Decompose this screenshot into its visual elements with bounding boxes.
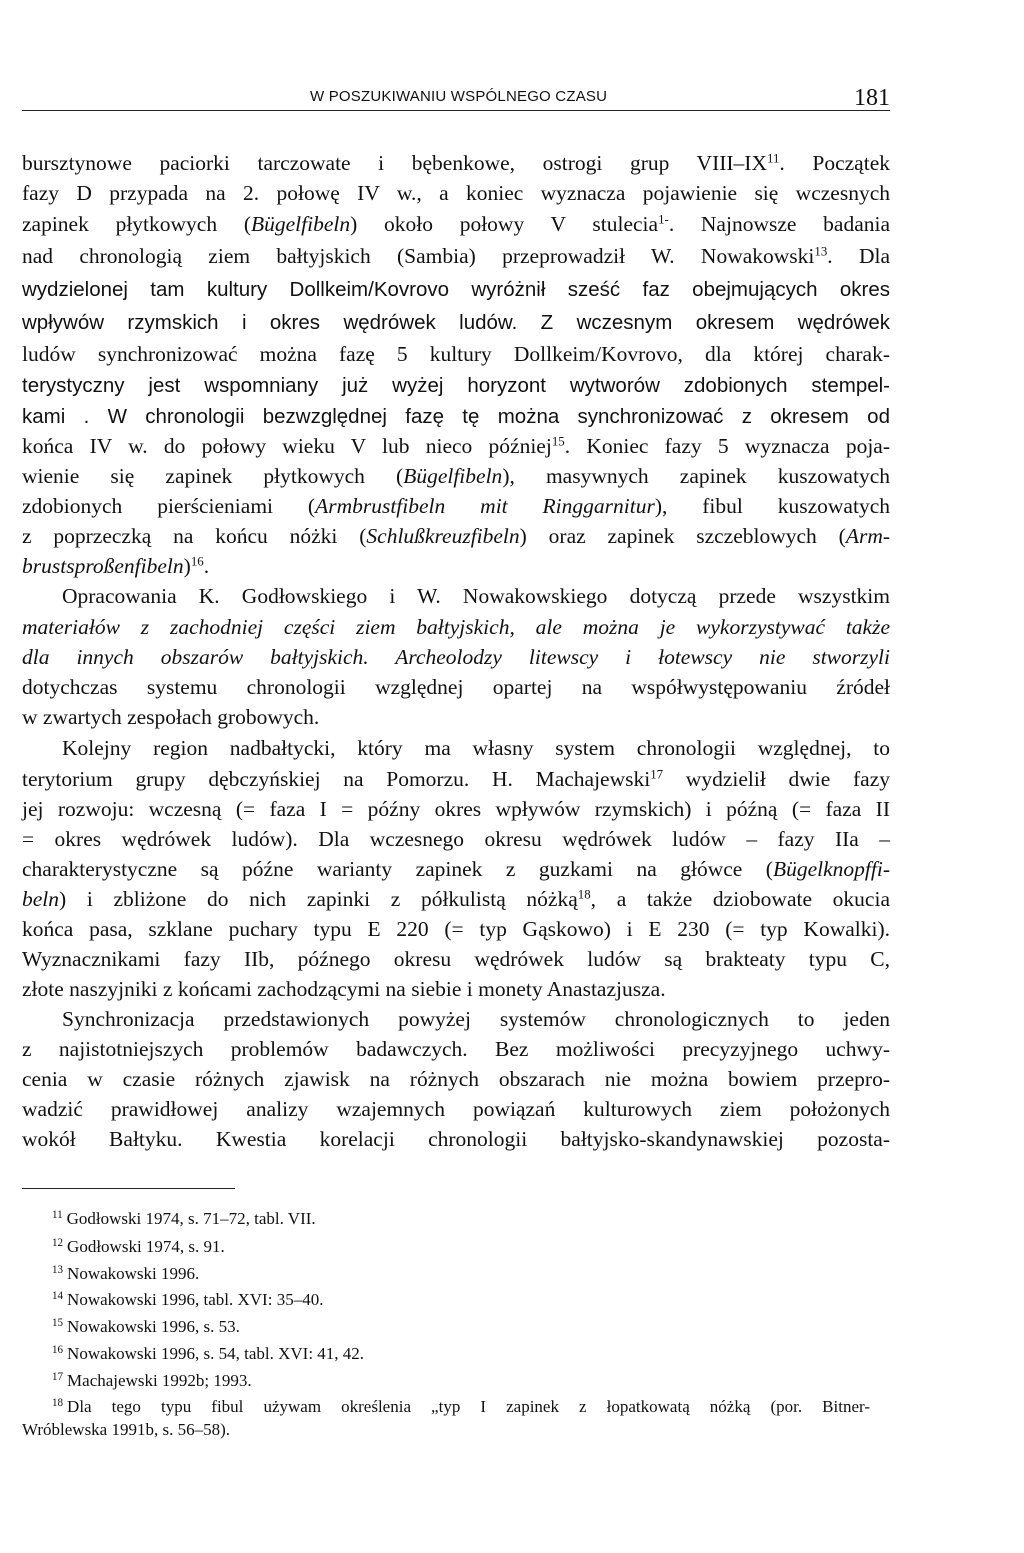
text-line: dotychczas systemu chronologii względnej opartej na współwystępowaniu źródeł bbox=[22, 675, 890, 699]
footnote-continuation: Wróblewska 1991b, s. 56–58). bbox=[22, 1420, 231, 1439]
footnote-ref: 1- bbox=[658, 212, 669, 227]
italic-term: Arm- bbox=[845, 524, 890, 548]
italic-term: Bügelknopffi- bbox=[772, 857, 890, 881]
italic-term: brustsproßenfibeln bbox=[22, 554, 184, 578]
text-line: cenia w czasie różnych zjawisk na różnych obszarach nie można bowiem przepro- bbox=[22, 1067, 890, 1091]
italic-term: Armbrustfibeln mit Ringgarnitur bbox=[315, 494, 655, 518]
text-line: ludów synchronizować można fazę 5 kultury Dollkeim/Kovrovo, dla której charak- bbox=[22, 342, 890, 366]
footnote bbox=[52, 1392, 870, 1418]
footnote-text: Dla tego typu fibul używam określenia „typ I zapinek z łopatkowatą nóżką (por. Bitner- bbox=[67, 1397, 870, 1417]
footnote-text: Nowakowski 1996. bbox=[67, 1264, 200, 1284]
text-run: ) bbox=[183, 554, 191, 578]
footnote-ref: 18 bbox=[577, 887, 591, 902]
text-line: Opracowania K. Godłowskiego i W. Nowakowskiego dotyczą przede wszystkim bbox=[62, 584, 890, 608]
footnote-ref: 11 bbox=[767, 151, 780, 166]
text-line: końca pasa, szklane puchary typu E 220 (= typ Gąskowo) i E 230 (= typ Kowalki). bbox=[22, 917, 890, 941]
text-line bbox=[22, 463, 890, 490]
text-line: jej rozwoju: wczesną (= faza I = późny okres wpływów rzymskich) i późną (= faza II bbox=[22, 797, 890, 821]
text-run: . Dla bbox=[827, 244, 890, 268]
footnote-number: 15 bbox=[52, 1317, 64, 1329]
footnote-ref: 17 bbox=[650, 767, 664, 782]
text-run: wydzielił dwie fazy bbox=[663, 767, 890, 791]
text-run: terytorium grupy dębczyńskiej na Pomorzu. H. Machajewski bbox=[22, 767, 651, 791]
text-line: materiałów z zachodniej części ziem bałtyjskich, ale można je wykorzystywać także bbox=[22, 615, 890, 639]
text-run: . Najnowsze badania bbox=[668, 212, 891, 236]
italic-term: Bügelfibeln bbox=[250, 212, 351, 236]
text-run: . bbox=[203, 554, 210, 578]
text-run: , a także dziobowate okucia bbox=[590, 887, 890, 911]
text-line: w zwartych zespołach grobowych. bbox=[22, 705, 320, 729]
text-line: wydzielonej tam kultury Dollkeim/Kovrovo wyróżnił sześć faz obejmujących okres bbox=[22, 278, 890, 301]
text-line: wadzić prawidłowej analizy wzajemnych powiązań kulturowych ziem położonych bbox=[22, 1097, 890, 1121]
text-run: ) około połowy V stulecia bbox=[350, 212, 659, 236]
italic-term: beln bbox=[22, 887, 60, 911]
footnote bbox=[52, 1312, 240, 1338]
text-run: charakterystyczne są późne warianty zapinek z guzkami na główce ( bbox=[22, 857, 773, 881]
footnote-text: Godłowski 1974, s. 71–72, tabl. VII. bbox=[66, 1209, 316, 1229]
text-run: końca IV w. do połowy wieku V lub nieco później bbox=[22, 434, 552, 458]
text-line bbox=[22, 493, 890, 520]
text-line: z najistotniejszych problemów badawczych. Bez możliwości precyzyjnego uchwy- bbox=[22, 1037, 890, 1061]
text-run: z poprzeczką na końcu nóżki ( bbox=[22, 524, 367, 548]
footnote-number: 14 bbox=[52, 1290, 64, 1302]
footnote-text: Machajewski 1992b; 1993. bbox=[67, 1371, 252, 1391]
text-line: wpływów rzymskich i okres wędrówek ludów. Z wczesnym okresem wędrówek bbox=[22, 311, 890, 334]
text-line: złote naszyjniki z końcami zachodzącymi na siebie i monety Anastazjusza. bbox=[22, 977, 666, 1001]
footnote-ref: 15 bbox=[551, 434, 565, 449]
footnote-number: 11 bbox=[52, 1209, 63, 1221]
footnote-number: 12 bbox=[52, 1237, 64, 1249]
text-run: ) oraz zapinek szczeblowych ( bbox=[519, 524, 846, 548]
text-run: . Koniec fazy 5 wyznacza poja- bbox=[564, 434, 890, 458]
text-line: terystyczny jest wspomniany już wyżej horyzont wytworów zdobionych stempel- bbox=[22, 374, 890, 397]
text-line: kami . W chronologii bezwzględnej fazę tę można synchronizować z okresem od bbox=[22, 405, 890, 428]
running-header bbox=[22, 82, 890, 111]
footnote-ref: 13 bbox=[814, 244, 828, 259]
text-run: nad chronologią ziem bałtyjskich (Sambia) przeprowadził W. Nowakowski bbox=[22, 244, 815, 268]
footnote bbox=[52, 1204, 316, 1230]
text-line: Wyznacznikami fazy IIb, późnego okresu wędrówek ludów są brakteaty typu C, bbox=[22, 947, 890, 971]
text-run: wienie się zapinek płytkowych ( bbox=[22, 464, 404, 488]
footnote bbox=[52, 1285, 323, 1311]
text-line bbox=[22, 766, 890, 793]
text-line bbox=[22, 856, 890, 883]
footnote-divider bbox=[22, 1188, 235, 1189]
text-line bbox=[22, 523, 890, 550]
footnote-text: Nowakowski 1996, s. 53. bbox=[67, 1317, 240, 1337]
text-line: dla innych obszarów bałtyjskich. Archeolodzy litewscy i łotewscy nie stworzyli bbox=[22, 645, 890, 669]
footnote bbox=[52, 1339, 364, 1365]
text-run: ) i zbliżone do nich zapinki z półkulistą nóżką bbox=[59, 887, 578, 911]
text-line bbox=[22, 433, 890, 460]
footnote-text: Nowakowski 1996, s. 54, tabl. XVI: 41, 42. bbox=[67, 1344, 365, 1364]
text-line bbox=[22, 553, 890, 580]
text-line: = okres wędrówek ludów). Dla wczesnego okresu wędrówek ludów – fazy IIa – bbox=[22, 827, 890, 851]
text-run: bursztynowe paciorki tarczowate i bębenkowe, ostrogi grup VIII–IX bbox=[22, 151, 767, 175]
text-run: zdobionych pierścieniami ( bbox=[22, 494, 316, 518]
footnote-number: 18 bbox=[52, 1397, 64, 1409]
footnote bbox=[52, 1259, 199, 1285]
footnote-ref: 16 bbox=[190, 554, 204, 569]
text-line bbox=[22, 886, 890, 913]
text-run: ), masywnych zapinek kuszowatych bbox=[502, 464, 890, 488]
text-line bbox=[22, 150, 890, 177]
italic-term: Bügelfibeln bbox=[403, 464, 503, 488]
page-number: 181 bbox=[854, 85, 890, 111]
text-line: Synchronizacja przedstawionych powyżej systemów chronologicznych to jeden bbox=[62, 1007, 890, 1031]
text-line bbox=[22, 211, 890, 238]
text-run: . Początek bbox=[779, 151, 890, 175]
text-line bbox=[22, 243, 890, 270]
text-run: ), fibul kuszowatych bbox=[654, 494, 890, 518]
running-title: W POSZUKIWANIU WSPÓLNEGO CZASU bbox=[310, 88, 608, 105]
text-line: fazy D przypada na 2. połowę IV w., a koniec wyznacza pojawienie się wczesnych bbox=[22, 181, 890, 205]
footnote-text: Godłowski 1974, s. 91. bbox=[67, 1237, 225, 1257]
footnote bbox=[52, 1366, 252, 1392]
italic-term: Schlußkreuzfibeln bbox=[366, 524, 520, 548]
footnote-number: 16 bbox=[52, 1344, 64, 1356]
text-line: wokół Bałtyku. Kwestia korelacji chronologii bałtyjsko-skandynawskiej pozosta- bbox=[22, 1127, 890, 1151]
footnote-text: Nowakowski 1996, tabl. XVI: 35–40. bbox=[67, 1290, 324, 1310]
footnote-number: 13 bbox=[52, 1264, 64, 1276]
footnote-number: 17 bbox=[52, 1371, 64, 1383]
text-line: Kolejny region nadbałtycki, który ma własny system chronologii względnej, to bbox=[62, 736, 890, 760]
text-run: zapinek płytkowych ( bbox=[22, 212, 251, 236]
footnote bbox=[52, 1232, 225, 1258]
